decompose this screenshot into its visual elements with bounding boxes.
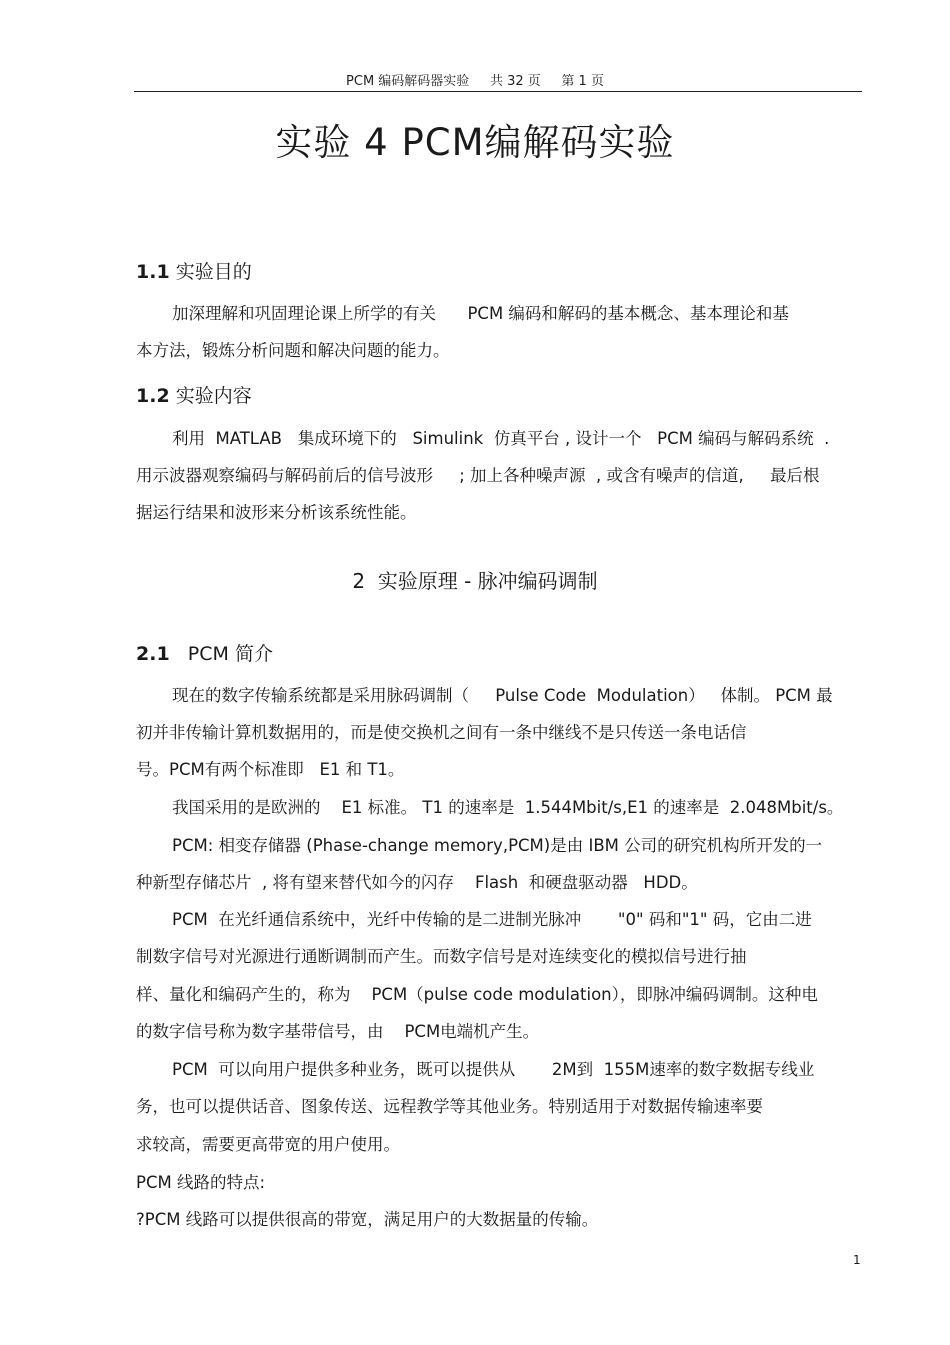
paragraph-line: 求较高，需要更高带宽的用户使用。: [136, 1135, 400, 1154]
paragraph-line: 本方法，锻炼分析问题和解决问题的能力。: [136, 341, 450, 360]
paragraph-line: 用示波器观察编码与解码前后的信号波形 ; 加上各种噪声源 , 或含有噪声的信道, 最后根: [136, 466, 820, 485]
paragraph-line: PCM 可以向用户提供多种业务，既可以提供从 2M到 155M速率的数字数据专线业: [172, 1060, 815, 1079]
paragraph-line: PCM: 相变存储器 (Phase-change memory,PCM)是由 IBM 公司的研究机构所开发的一: [172, 836, 823, 855]
paragraph-line: 现在的数字传输系统都是采用脉码调制（ Pulse Code Modulation） 体制。 PCM 最: [172, 686, 833, 705]
section-title: 实验目的: [175, 261, 252, 283]
section-2-1-heading: [136, 639, 273, 666]
section-title: PCM 简介: [187, 643, 273, 665]
section-number: 2.1: [136, 643, 170, 665]
page-number: 1: [853, 1253, 861, 1267]
paragraph-line: 种新型存储芯片 , 将有望来替代如今的闪存 Flash 和硬盘驱动器 HDD。: [136, 873, 698, 892]
section-number: 1.2: [136, 385, 170, 407]
section-number: 1.1: [136, 261, 170, 283]
paragraph-line: 初并非传输计算机数据用的，而是使交换机之间有一条中继线不是只传送一条电话信: [136, 723, 747, 742]
paragraph-line: 样、量化和编码产生的，称为 PCM（pulse code modulation），即脉冲编码调制。这种电: [136, 985, 818, 1004]
paragraph-line: 的数字信号称为数字基带信号，由 PCM电端机产生。: [136, 1022, 540, 1041]
section-1-2-heading: [136, 381, 252, 408]
page-header: PCM 编码解码器实验 共 32 页 第 1 页: [346, 74, 604, 89]
paragraph-line: ?PCM 线路可以提供很高的带宽，满足用户的大数据量的传输。: [136, 1210, 599, 1229]
paragraph-line: 我国采用的是欧洲的 E1 标准。 T1 的速率是 1.544Mbit/s,E1 的速率是 2.048Mbit/s。: [172, 798, 844, 817]
paragraph-line: 制数字信号对光源进行通断调制而产生。而数字信号是对连续变化的模拟信号进行抽: [136, 947, 747, 966]
document-title: 实验 4 PCM编解码实验: [275, 121, 675, 164]
paragraph-line: 加深理解和巩固理论课上所学的有关 PCM 编码和解码的基本概念、基本理论和基: [172, 304, 789, 323]
section-1-1-heading: [136, 257, 252, 284]
paragraph-line: PCM 在光纤通信系统中，光纤中传输的是二进制光脉冲 "0" 码和"1" 码，它由二进: [172, 910, 812, 929]
paragraph-line: 据运行结果和波形来分析该系统性能。: [136, 503, 417, 522]
header-rule: [134, 91, 862, 92]
paragraph-line: 务，也可以提供话音、图象传送、远程教学等其他业务。特别适用于对数据传输速率要: [136, 1097, 763, 1116]
chapter-2-heading: 2 实验原理 - 脉冲编码调制: [352, 569, 598, 593]
paragraph-line: 利用 MATLAB 集成环境下的 Simulink 仿真平台 , 设计一个 PCM 编码与解码系统 .: [172, 429, 830, 448]
section-title: 实验内容: [175, 385, 252, 407]
paragraph-line: 号。PCM有两个标准即 E1 和 T1。: [136, 760, 405, 779]
paragraph-line: PCM 线路的特点:: [136, 1173, 266, 1192]
